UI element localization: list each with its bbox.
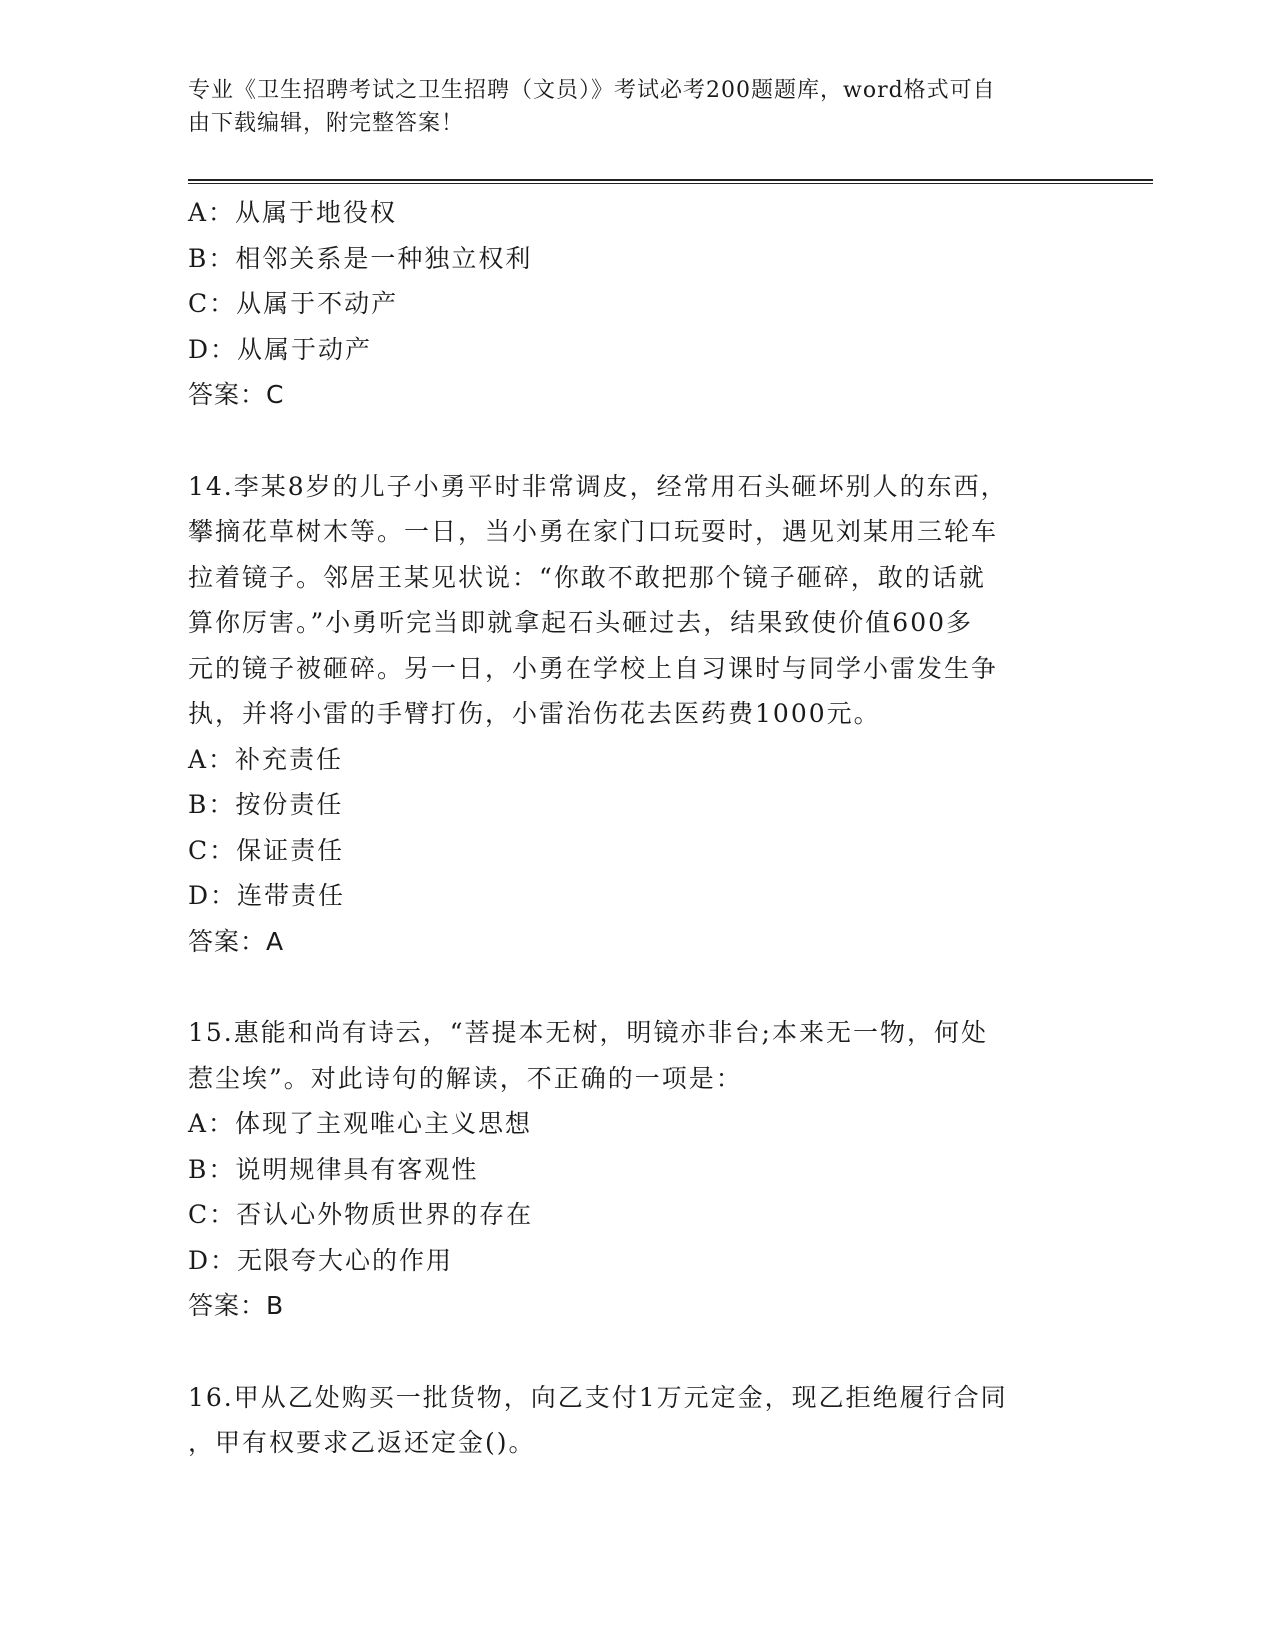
option-d: D：从属于动产 — [188, 334, 373, 364]
option-c: C：保证责任 — [188, 835, 345, 865]
question-text-line: 15.惠能和尚有诗云，“菩提本无树，明镜亦非台;本来无一物，何处 — [188, 1018, 988, 1047]
answer: 答案：A — [188, 926, 285, 956]
question-text-line: 执，并将小雷的手臂打伤，小雷治伤花去医药费1000元。 — [188, 699, 881, 728]
spacer — [188, 1329, 1068, 1375]
header-divider-thin — [188, 183, 1153, 184]
option-a: A：补充责任 — [188, 744, 344, 774]
document-header — [188, 74, 1068, 140]
answer: 答案：B — [188, 1291, 285, 1320]
option-b: B：相邻关系是一种独立权利 — [188, 243, 533, 273]
question-13 — [188, 190, 1068, 418]
question-text-line: 元的镜子被砸碎。另一日，小勇在学校上自习课时与同学小雷发生争 — [188, 653, 999, 683]
header-line-1: 专业《卫生招聘考试之卫生招聘（文员）》考试必考200题题库，word格式可自 — [188, 78, 996, 103]
spacer — [188, 964, 1068, 1010]
option-b: B：按份责任 — [188, 790, 344, 819]
question-text-line: ，甲有权要求乙返还定金()。 — [188, 1428, 536, 1457]
spacer — [188, 418, 1068, 464]
option-d: D：无限夸大心的作用 — [188, 1245, 454, 1275]
option-a: A：从属于地役权 — [188, 198, 398, 227]
question-15 — [188, 1010, 1068, 1329]
answer: 答案：C — [188, 380, 285, 409]
header-line-2: 由下载编辑，附完整答案！ — [188, 111, 465, 136]
option-c: C：否认心外物质世界的存在 — [188, 1200, 534, 1229]
question-text-line: 算你厉害。”小勇听完当即就拿起石头砸过去，结果致使价值600多 — [188, 608, 974, 637]
question-text-line: 16.甲从乙处购买一批货物，向乙支付1万元定金，现乙拒绝履行合同 — [188, 1382, 1008, 1412]
option-c: C：从属于不动产 — [188, 289, 399, 318]
option-a: A：体现了主观唯心主义思想 — [188, 1109, 533, 1138]
option-d: D：连带责任 — [188, 881, 346, 910]
question-text-line: 拉着镜子。邻居王某见状说：“你敢不敢把那个镜子砸碎，敢的话就 — [188, 562, 986, 592]
question-text-line: 攀摘花草树木等。一日，当小勇在家门口玩耍时，遇见刘某用三轮车 — [188, 517, 999, 546]
question-16 — [188, 1375, 1068, 1466]
question-text-line: 14.李某8岁的儿子小勇平时非常调皮，经常用石头砸坏别人的东西， — [188, 471, 1008, 501]
question-text-line: 惹尘埃”。对此诗句的解读，不正确的一项是： — [188, 1063, 743, 1093]
question-14 — [188, 464, 1068, 965]
question-list — [188, 190, 1068, 1466]
option-b: B：说明规律具有客观性 — [188, 1154, 479, 1184]
header-divider-thick — [188, 179, 1153, 181]
